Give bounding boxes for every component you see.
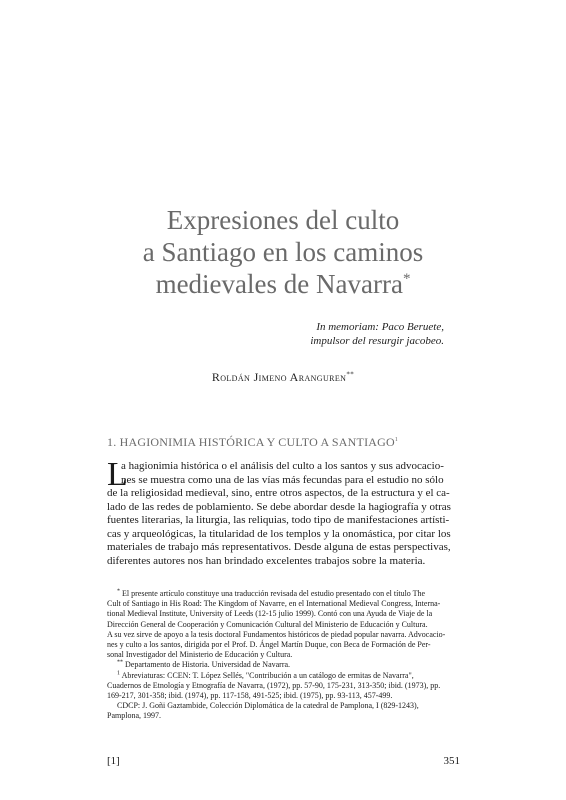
title-line-3	[60, 268, 506, 300]
body-line-1: a hagionimia histórica o el análisis del culto a los santos y sus advocacio-	[121, 460, 444, 472]
footnote-1-line-5: A su vez sirve de apoyo a la tesis doctoral Fundamentos históricos de piedad popular navarra. Advocacio-	[107, 629, 446, 639]
section-footnote-mark: 1	[394, 437, 399, 443]
footnote-3-line-5: Pamplona, 1997.	[107, 711, 161, 721]
footnote-1-line-4: Dirección General de Cooperación y Comunicación Cultural del Ministerio de Educación y Cultura.	[107, 619, 428, 629]
title-line-2: a Santiago en los caminos	[142, 237, 424, 267]
body-line-3: de la religiosidad medieval, sino, entre otros aspectos, de la estructura y el ca-	[107, 487, 450, 499]
author-name	[0, 370, 566, 385]
title-line-3-text: medievales de Navarra	[155, 269, 403, 299]
footnote-1-line-7: sonal Investigador del Ministerio de Educación y Cultura.	[107, 650, 293, 660]
footnote-3	[107, 671, 459, 722]
footnote-2-line-1	[107, 660, 459, 670]
article-title	[60, 204, 506, 300]
footnotes	[107, 589, 459, 722]
page-number: 351	[443, 755, 460, 767]
body-line-6: cas y arqueológicas, la titularidad de los templos y la onomástica, por citar los	[107, 527, 451, 540]
footnote-3-line-4: CDCP: J. Goñi Gaztambide, Colección Diplomática de la catedral de Pamplona, I (829-1243),	[117, 701, 419, 711]
body-line-7: materiales de trabajo más representativos. Desde alguna de estas perspectivas,	[107, 541, 451, 553]
footnote-1-line-3: tional Medieval Institute, University of Leeds (12-15 julio 1999). Contó con una Ayuda de Viaje de la	[107, 609, 433, 619]
dedication-line-2: impulsor del resurgir jacobeo.	[310, 335, 444, 347]
body-line-8: diferentes autores nos han brindado excelentes trabajos sobre la materia.	[107, 554, 426, 567]
footnote-2-mark: **	[117, 659, 123, 666]
dedication-line-1: In memoriam: Paco Beruete,	[316, 321, 444, 333]
drop-cap: L	[107, 456, 128, 493]
title-footnote-mark: *	[402, 271, 411, 287]
footnote-3-line-1	[107, 671, 459, 681]
footnote-3-text-1: Abreviaturas: CCEN: T. López Sellés, "Contribución a un catálogo de ermitas de Navarra",	[121, 670, 414, 680]
body-line-5: fuentes literarias, la liturgia, las reliquias, todo tipo de manifestaciones artísti-	[107, 514, 450, 526]
footnote-1-text-1: El presente artículo constituye una traducción revisada del estudio presentado con el título The	[122, 589, 426, 598]
footnote-2-text-1: Departamento de Historia. Universidad de Navarra.	[125, 660, 291, 670]
footnote-3-mark: 1	[117, 669, 120, 676]
footnote-1-mark: *	[117, 588, 120, 595]
title-line-1: Expresiones del culto	[166, 205, 400, 235]
section-heading	[107, 435, 467, 450]
footnote-1-line-2: Cult of Santiago in His Road: The Kingdom of Navarre, en el International Medieval Congress, Interna-	[107, 599, 441, 609]
body-line-4: lado de las redes de poblamiento. Se debe abordar desde la hagiografía y otras	[107, 500, 451, 513]
page-footer-marker: [1]	[107, 755, 120, 767]
body-line-2: nes se muestra como una de las vías más fecundas para el estudio no sólo	[121, 473, 444, 486]
section-heading-text: 1. HAGIONIMIA HISTÓRICA Y CULTO A SANTIAGO	[107, 435, 395, 449]
author-name-text: Roldán Jimeno Aranguren	[211, 370, 347, 384]
footnote-1-line-6: nes y culto a los santos, dirigida por el Prof. D. Ángel Martín Duque, con Beca de Formación de Per-	[107, 640, 431, 650]
body-paragraph	[107, 456, 459, 568]
footnote-1	[107, 589, 459, 660]
dedication	[204, 320, 444, 348]
footnote-3-line-3: 169-217, 301-358; ibid. (1974), pp. 117-158, 491-525; ibid. (1975), pp. 93-113, 457-499.	[107, 691, 393, 701]
footnote-3-line-2: Cuadernos de Etnología y Etnografía de Navarra, (1972), pp. 57-90, 175-231, 313-350; ibid. (1973), pp.	[107, 680, 441, 690]
footnote-2	[107, 660, 459, 670]
author-footnote-mark: **	[346, 370, 355, 379]
footnote-1-line-1	[107, 589, 459, 599]
